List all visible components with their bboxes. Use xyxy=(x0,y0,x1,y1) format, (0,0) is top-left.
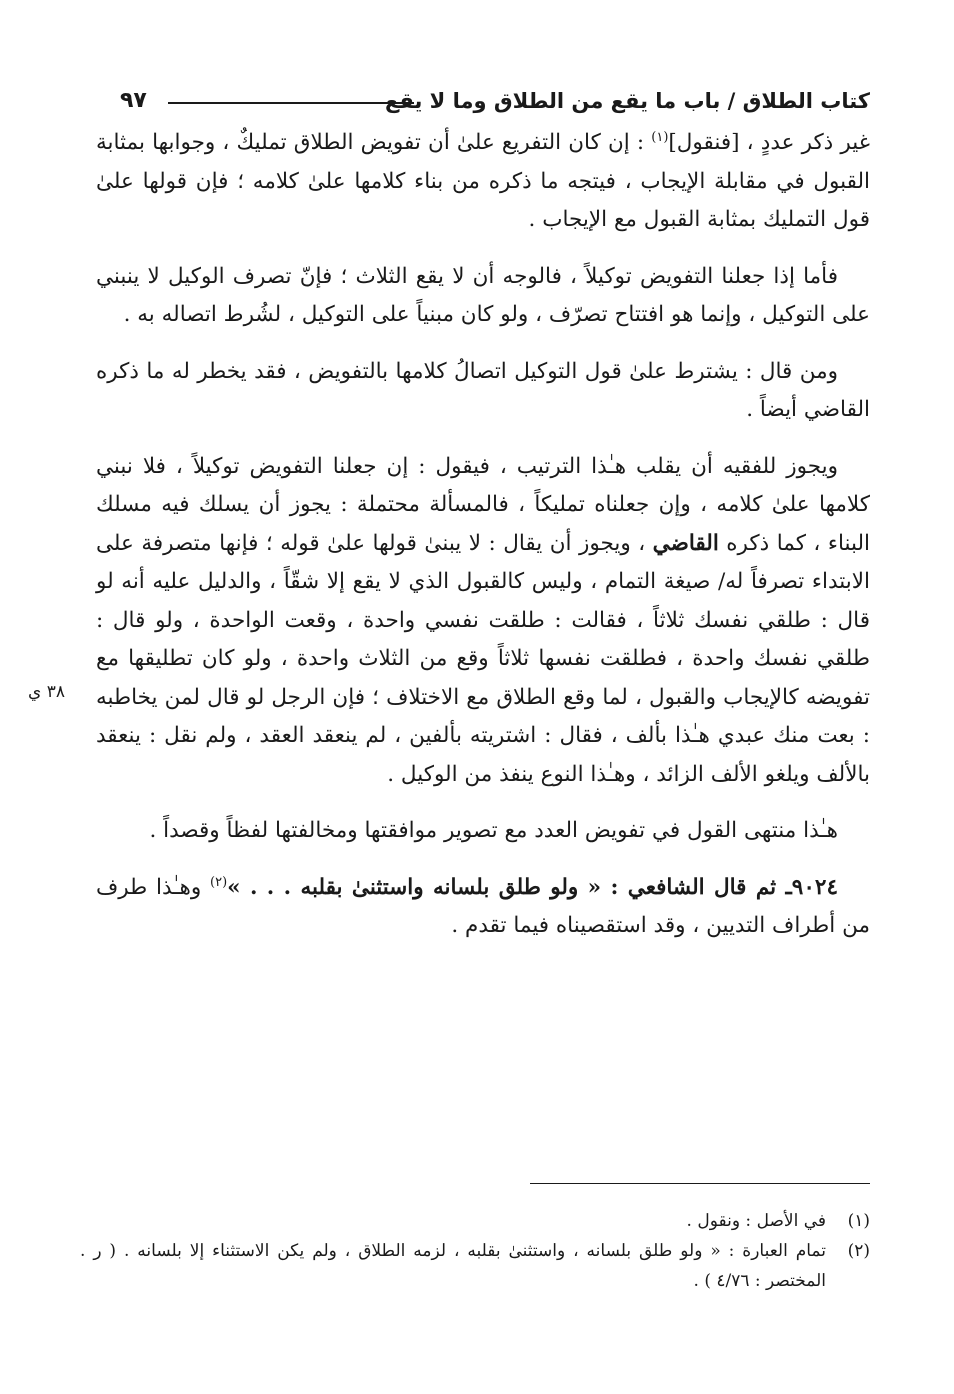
footnote-1 xyxy=(80,1206,870,1236)
paragraph-2: فأما إذا جعلنا التفويض توكيلاً ، فالوجه أن لا يقع الثلاث ؛ فإنّ تصرف الوكيل لا ينبني على التوكيل ، وإنما هو افتتاح تصرّف ، ولو كان مبنياً على التوكيل ، لشُرط اتصاله به . xyxy=(96,263,870,327)
page-header xyxy=(98,84,870,118)
paragraph-6 xyxy=(96,869,870,946)
footnote-ref-2: (٢) xyxy=(210,874,228,890)
paragraph-4-part-c: ، ويجوز أن يقال : لا يبنىٰ قولها علىٰ قوله ؛ فإنها متصرفة على الابتداء تصرفاً له/ صيغة التمام ، وليس كالقبول الذي لا يقع إلا شقّاً ، والدليل عليه أنه لو قال : طلقي نفسك ثلاثاً ، فقالت : طلقت نفسي واحدة ، وقعت الواحدة ، ولو قال : طلقي نفسك واحدة ، فطلقت نفسها ثلاثاً وقع من الثلاث واحدة ، ولو كان تطليقها مع تفويضه كالإيجاب والقبول ، لما وقع الطلاق مع الاختلاف ؛ فإن الرجل لو قال لمن يخاطبه : بعت منك عبدي هـٰذا بألف ، فقال : اشتريته بألفين ، لم ينعقد العقد ، ولم نقل : ينعقد بالألف ويلغو الألف الزائد ، وهـٰذا النوع ينفذ من الوكيل . xyxy=(96,530,870,787)
header-rule xyxy=(168,102,414,104)
page-number: ٩٧ xyxy=(120,88,147,113)
paragraph-3: ومن قال : يشترط علىٰ قول التوكيل اتصالُ كلامها بالتفويض ، فقد يخطر له ما ذكره القاضي أيضاً . xyxy=(96,358,870,422)
paragraph-5: هـٰذا منتهى القول في تفويض العدد مع تصوير موافقتها ومخالفتها لفظاً وقصداً . xyxy=(149,818,838,843)
running-title: كتاب الطلاق / باب ما يقع من الطلاق وما لا يقع xyxy=(385,89,870,113)
paragraph-4-bold-name: القاضي xyxy=(652,530,719,556)
paragraph-1-part-a: غير ذكر عددٍ ، [فنقول] xyxy=(668,130,870,155)
paragraph-6-heading: ٩٠٢٤ـ ثم قال الشافعي : « ولو طلق بلسانه واستثنىٰ بقلبه . . . » xyxy=(227,874,838,900)
footnote-2 xyxy=(80,1236,870,1296)
footnote-divider xyxy=(530,1183,870,1184)
paragraph-6-part-b: وهـٰذا طرف من أطراف التديين ، وقد استقصيناه فيما تقدم . xyxy=(96,874,870,938)
footnote-ref-1: (١) xyxy=(651,129,669,145)
paragraph-1 xyxy=(96,124,870,240)
footnote-text: في الأصل : ونقول . xyxy=(686,1211,826,1231)
footnote-mark: (٢) xyxy=(847,1241,870,1261)
paragraph-4-part-a: ويجوز للفقيه أن يقلب هـٰذا الترتيب ، فيقول : إن جعلنا التفويض توكيلاً ، فلا نبني كلامها علىٰ كلامه ، وإن جعلناه تمليكاً ، فالمسألة محتملة : يجوز أن يسلك فيه مسلك البناء ، كما ذكره xyxy=(96,453,871,556)
footnotes xyxy=(80,1206,870,1296)
paragraph-4 xyxy=(96,448,870,795)
main-text xyxy=(96,124,870,946)
margin-note: ٣٨ ي xyxy=(28,682,65,702)
footnote-mark: (١) xyxy=(847,1211,870,1231)
paragraph-1-part-b: : إن كان التفريع علىٰ أن تفويض الطلاق تمليكٌ ، وجوابها بمثابة القبول في مقابلة الإيجاب ، فيتجه ما ذكره من بناء كلامها علىٰ كلامه ؛ فإن قولها علىٰ قول التمليك بمثابة القبول مع الإيجاب . xyxy=(96,130,870,232)
footnote-text: تمام العبارة : « ولو طلق بلسانه ، واستثنىٰ بقلبه ، لزمه الطلاق ، ولم يكن الاستثناء إلا بلسانه . ( ر . المختصر : ٤/٧٦ ) . xyxy=(80,1241,826,1291)
